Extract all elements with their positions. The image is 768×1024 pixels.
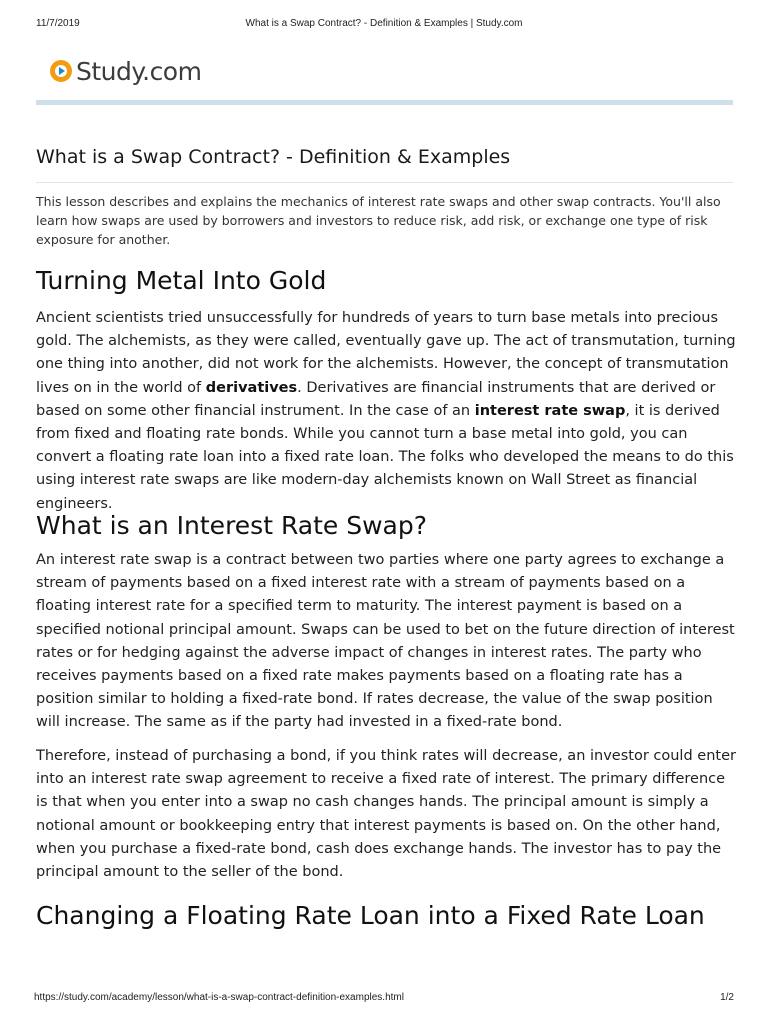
title-divider: [36, 182, 733, 183]
term-interest-rate-swap: interest rate swap: [474, 402, 626, 419]
paragraph-text: , it is derived from fixed and floating rate bonds. While you cannot turn a base metal into gold, you can convert a floating rate loan into a fixed rate loan. The folks who developed the means to do this using interest rate swaps are like modern-day alchemists known on Wall Street as financial engineers.: [36, 402, 734, 512]
article-intro: This lesson describes and explains the mechanics of interest rate swaps and other swap contracts. You'll also learn how swaps are used by borrowers and investors to reduce risk, add risk, or exchange one type of risk exposure for another.: [36, 194, 721, 247]
study-logo[interactable]: [50, 55, 201, 87]
print-footer: [34, 992, 734, 1006]
section-paragraph: Therefore, instead of purchasing a bond, if you think rates will decrease, an investor could enter into an interest rate swap agreement to receive a fixed rate of interest. The primary difference is that when you enter into a swap no cash changes hands. The principal amount is simply a notional amount or bookkeeping entry that interest payments is based on. On the other hand, when you purchase a fixed-rate bond, cash does exchange hands. The investor has to pay the principal amount to the seller of the bond.: [36, 748, 736, 881]
page-counter: 1/2: [720, 992, 734, 1003]
paragraph-text: . Derivatives are financial instruments that are derived or based on some other financial instrument. In the case of an: [36, 379, 716, 419]
study-play-icon: [50, 60, 72, 82]
print-date: 11/7/2019: [36, 18, 80, 29]
section-paragraph: [36, 307, 738, 516]
term-derivatives: derivatives: [205, 379, 298, 396]
section-heading-interest-rate-swap: What is an Interest Rate Swap?: [36, 511, 427, 540]
section-heading-floating-to-fixed: Changing a Floating Rate Loan into a Fixed Rate Loan: [36, 901, 705, 930]
section-paragraph: An interest rate swap is a contract between two parties where one party agrees to exchange a stream of payments based on a fixed interest rate with a stream of payments based on a floating interest rate for a specified term to maturity. The interest payment is based on a specified notional principal amount. Swaps can be used to bet on the future direction of interest rates or for hedging against the adverse impact of changes in interest rates. The party who receives payments based on a fixed rate makes payments based on a floating rate has a position similar to holding a fixed-rate bond. If rates decrease, the value of the swap position will increase. The same as if the party had invested in a fixed-rate bond.: [36, 552, 735, 731]
print-header: [36, 18, 732, 32]
article-title: What is a Swap Contract? - Definition & Examples: [36, 146, 511, 168]
logo-text: Study.com: [76, 56, 202, 86]
print-page-title: What is a Swap Contract? - Definition & Examples | Study.com: [245, 18, 523, 29]
print-url: https://study.com/academy/lesson/what-is-a-swap-contract-definition-examples.html: [34, 992, 404, 1003]
paragraph-text: Ancient scientists tried unsuccessfully for hundreds of years to turn base metals into precious gold. The alchemists, as they were called, eventually gave up. The act of transmutation, turning one thing into another, did not work for the alchemists. However, the concept of transmutation lives on in the world of: [36, 310, 736, 396]
section-heading-turning-metal: Turning Metal Into Gold: [36, 266, 327, 295]
header-divider: [36, 100, 733, 105]
